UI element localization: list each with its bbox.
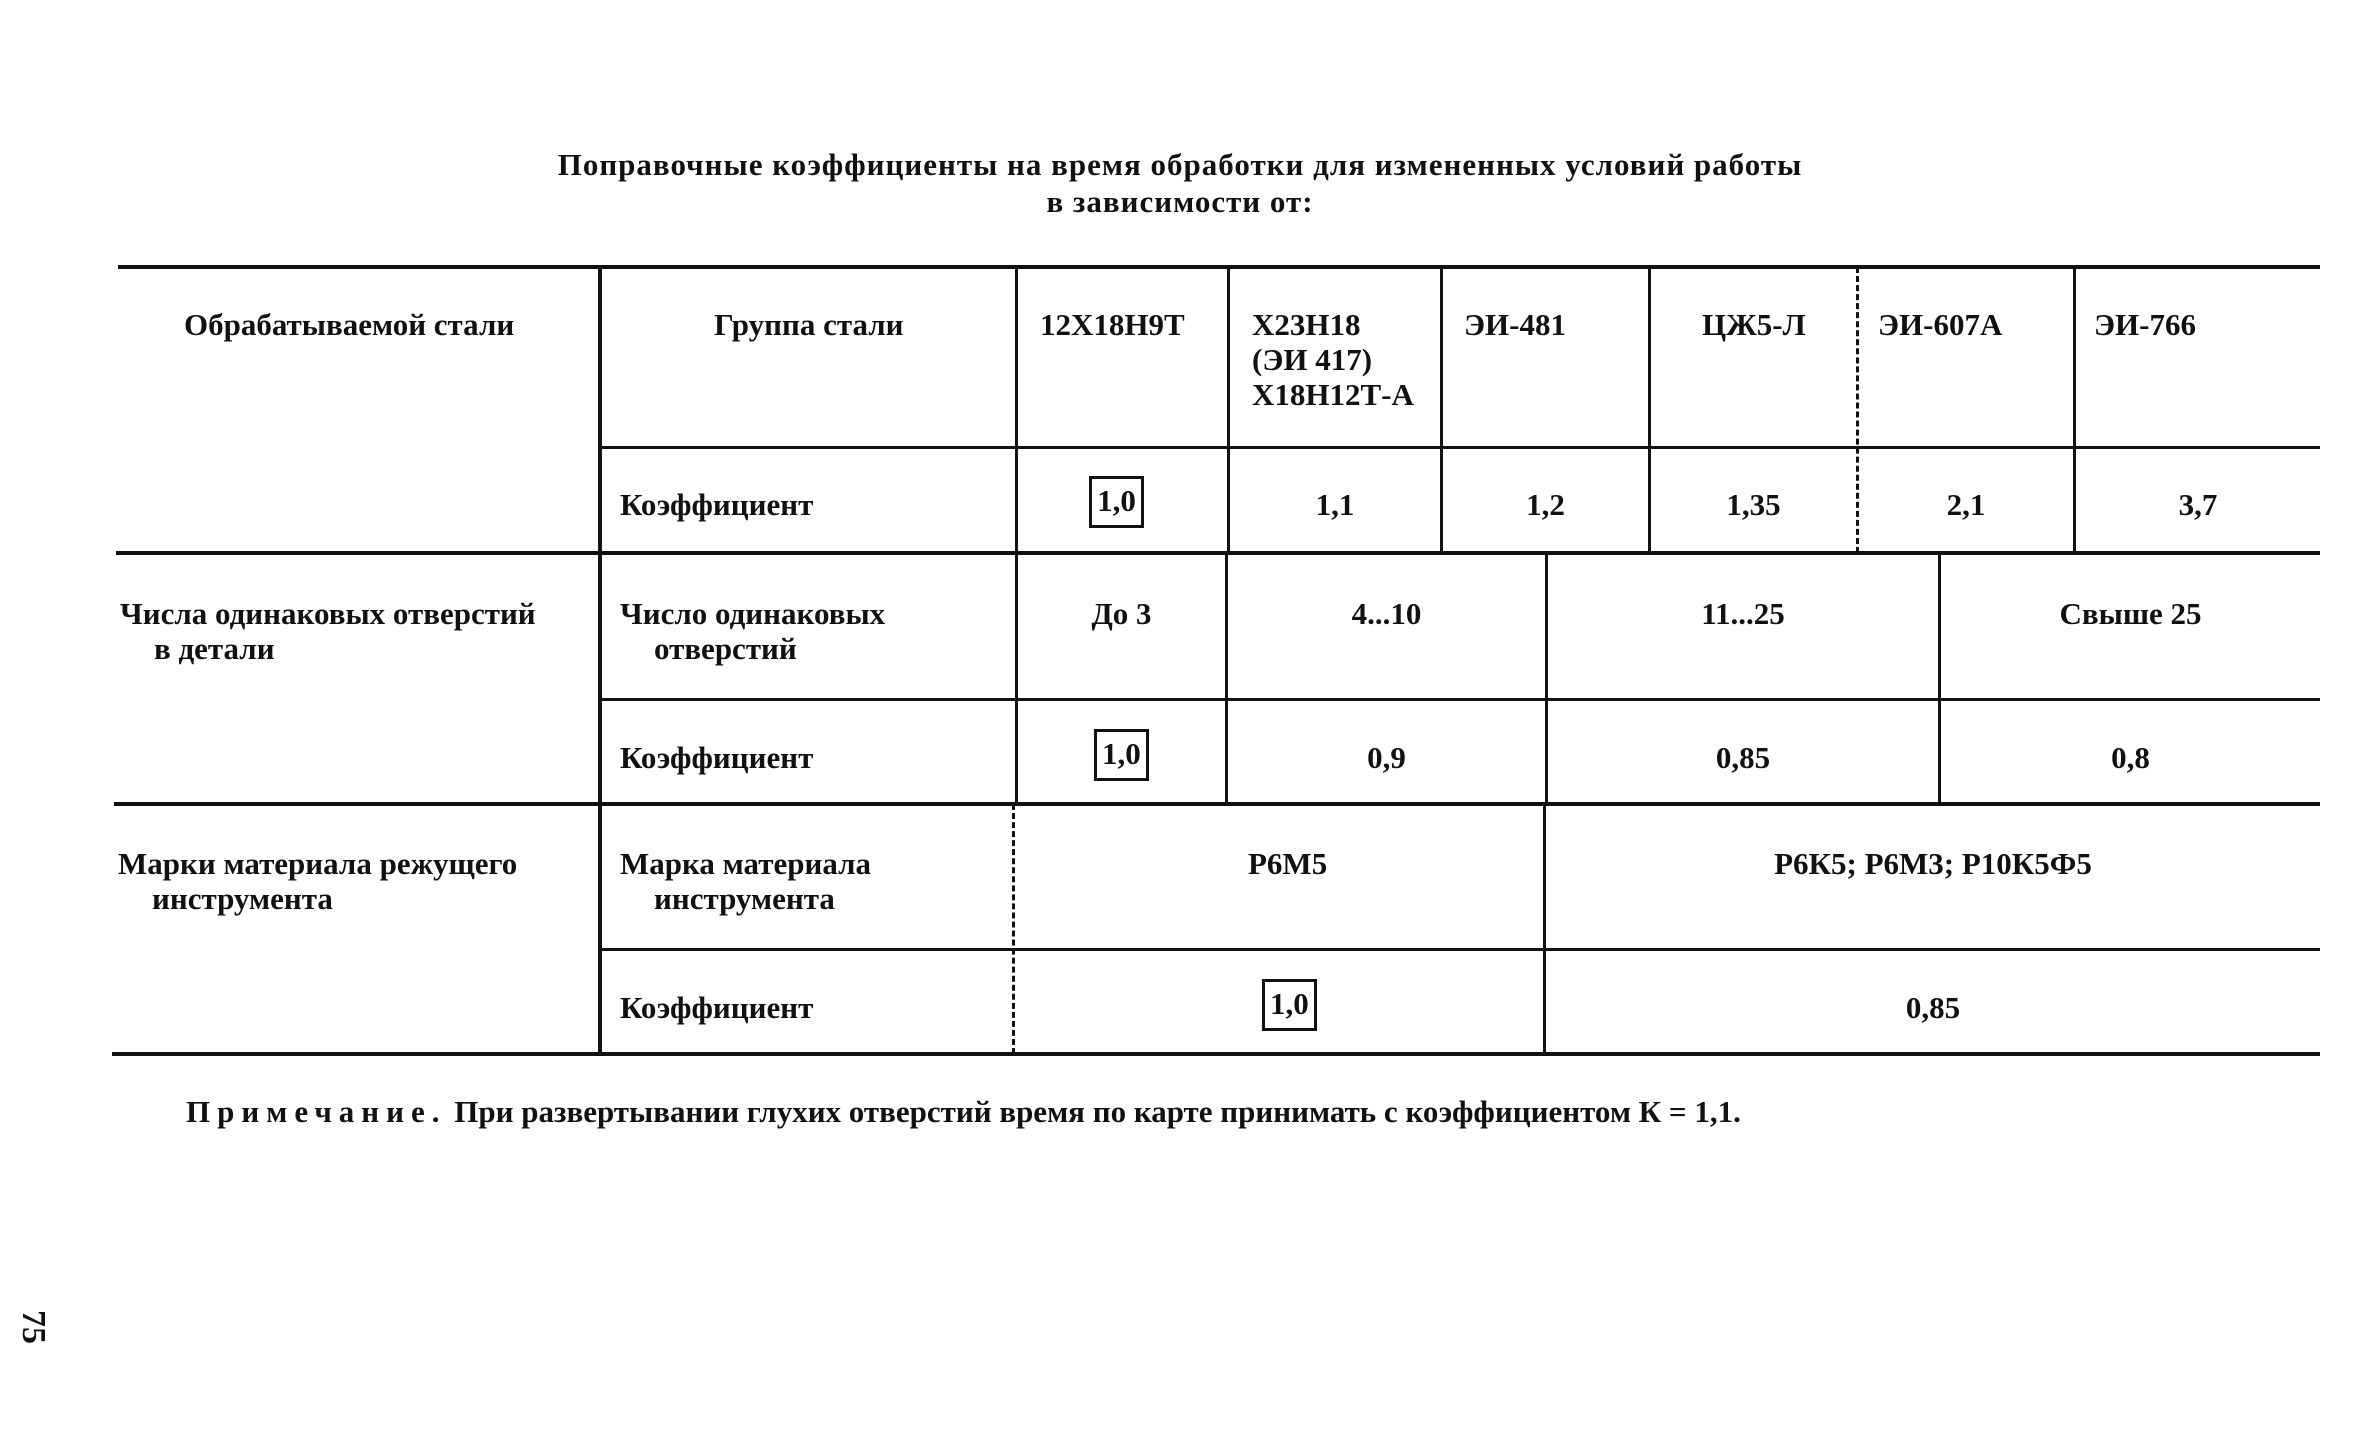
tool-col-1 [1012,804,1015,1054]
steel-group-2-line3: Х18Н12Т-А [1252,377,1414,412]
page-number: 75 [15,1310,52,1344]
factor-holes [120,596,536,666]
holes-coef-4: 0,8 [2111,740,2150,775]
holes-range-4: Свыше 25 [2059,596,2202,631]
steel-group-5: ЭИ-607А [1878,307,2003,342]
holes-col-1 [1015,553,1018,804]
factor-steel: Обрабатываемой стали [184,307,515,342]
tool-coef-2: 0,85 [1905,990,1961,1025]
rule-section-2 [114,802,2320,806]
param-tool-line2: инструмента [654,881,835,916]
param-holes-line1: Число одинаковых [620,596,886,631]
tool-grade-1: Р6М5 [1248,846,1328,881]
holes-coef-3: 0,85 [1715,740,1771,775]
footnote [186,1093,1741,1131]
holes-coef-1 [1094,729,1149,781]
footnote-label: Примечание. [186,1094,447,1129]
factor-tool-line1: Марки материала режущего [118,846,518,881]
steel-coef-5: 2,1 [1946,487,1986,522]
factor-tool-line2: инструмента [152,881,333,916]
param-holes-line2: отверстий [654,631,797,666]
steel-group-6: ЭИ-766 [2094,307,2196,342]
holes-range-1: До 3 [1091,596,1152,631]
tool-grade-2: Р6К5; Р6М3; Р10К5Ф5 [1774,846,2092,881]
footnote-text: При развертывании глухих отверстий время по карте принимать с коэффициентом К = 1,1. [454,1094,1741,1129]
rule-steel-mid [600,446,2320,449]
coef-label-steel: Коэффициент [620,487,814,522]
param-tool [620,846,871,916]
holes-range-2: 4...10 [1351,596,1422,631]
col-divider-factor [598,267,602,1054]
table-top-rule [118,265,2320,269]
steel-coef-4: 1,35 [1726,487,1781,522]
rule-holes-mid [600,698,2320,701]
param-holes [620,596,885,666]
steel-coef-1 [1018,476,1215,528]
tool-coef-1-boxed: 1,0 [1262,979,1317,1031]
holes-range-3: 11...25 [1701,596,1785,631]
factor-holes-line2: в детали [154,631,275,666]
steel-coef-1-boxed: 1,0 [1089,476,1144,528]
param-steel-group: Группа стали [714,307,904,342]
steel-coef-6: 3,7 [2178,487,2218,522]
param-tool-line1: Марка материала [620,846,871,881]
title-line-1: Поправочные коэффициенты на время обработки для измененных условий работы [557,147,1803,182]
steel-group-2-line2: (ЭИ 417) [1252,342,1373,377]
holes-coef-1-boxed: 1,0 [1094,729,1149,781]
tool-coef-1 [1262,979,1317,1031]
table-title [0,146,2360,220]
coef-label-holes: Коэффициент [620,740,814,775]
steel-group-4: ЦЖ5-Л [1702,307,1806,342]
factor-tool [118,846,517,916]
rule-section-1 [116,551,2320,555]
holes-coef-2: 0,9 [1367,740,1406,775]
title-line-2: в зависимости от: [1046,184,1314,219]
steel-group-2-line1: Х23Н18 [1252,307,1361,342]
factor-holes-line1: Числа одинаковых отверстий [120,596,536,631]
steel-group-3: ЭИ-481 [1464,307,1566,342]
steel-coef-3: 1,2 [1526,487,1565,522]
coef-label-tool: Коэффициент [620,990,814,1025]
steel-group-2 [1252,307,1414,412]
steel-coef-2: 1,1 [1315,487,1355,522]
rule-tool-mid [600,948,2320,951]
steel-group-1: 12Х18Н9Т [1040,307,1185,342]
table-bottom-rule [112,1052,2320,1056]
